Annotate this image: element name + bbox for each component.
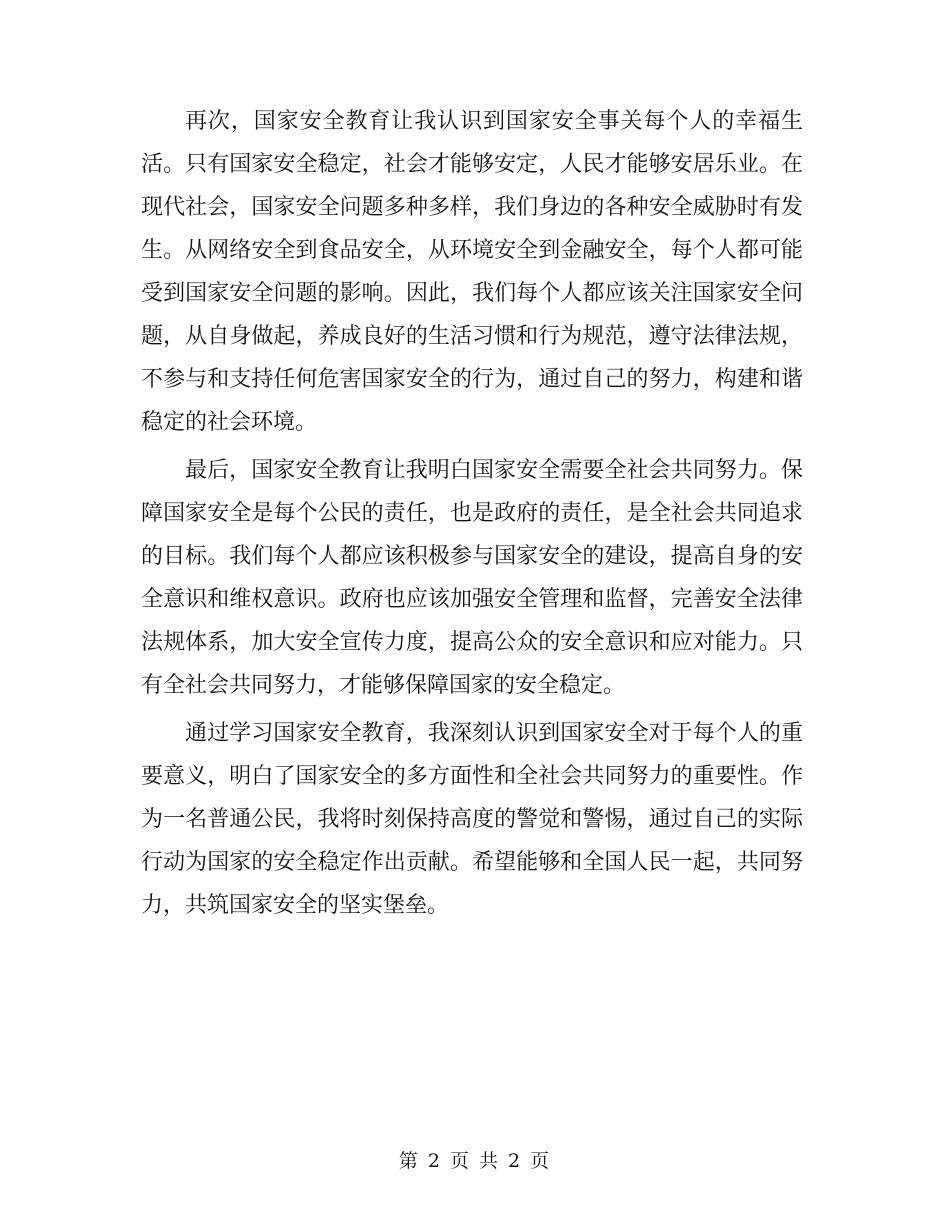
- document-body: [141, 100, 803, 932]
- paragraph-3: 通过学习国家安全教育，我深刻认识到国家安全对于每个人的重要意义，明白了国家安全的多方面性和全社会共同努力的重要性。作为一名普通公民，我将时刻保持高度的警觉和警惕，通过自己的实际行动为国家的安全稳定作出贡献。希望能够和全国人民一起，共同努力，共筑国家安全的坚实堡垒。: [141, 721, 803, 918]
- footer-current-page: 2: [427, 1150, 442, 1172]
- footer-page-word: 页: [449, 1150, 471, 1172]
- paragraph-2: 最后，国家安全教育让我明白国家安全需要全社会共同努力。保障国家安全是每个公民的责任，也是政府的责任，是全社会共同追求的目标。我们每个人都应该积极参与国家安全的建设，提高自身的安全意识和维权意识。政府也应该加强安全管理和监督，完善安全法律法规体系，加大安全宣传力度，提高公众的安全意识和应对能力。只有全社会共同努力，才能够保障国家的安全稳定。: [141, 458, 803, 698]
- footer-prefix: 第: [398, 1150, 420, 1172]
- footer-suffix: 页: [530, 1150, 552, 1172]
- footer-total-pages: 2: [508, 1150, 523, 1172]
- page-footer: [0, 1146, 950, 1173]
- paragraph-1: 再次，国家安全教育让我认识到国家安全事关每个人的幸福生活。只有国家安全稳定，社会才能够安定，人民才能够安居乐业。在现代社会，国家安全问题多种多样，我们身边的各种安全威胁时有发生。从网络安全到食品安全，从环境安全到金融安全，每个人都可能受到国家安全问题的影响。因此，我们每个人都应该关注国家安全问题，从自身做起，养成良好的生活习惯和行为规范，遵守法律法规，不参与和支持任何危害国家安全的行为，通过自己的努力，构建和谐稳定的社会环境。: [141, 109, 803, 435]
- footer-total-word: 共: [479, 1150, 501, 1172]
